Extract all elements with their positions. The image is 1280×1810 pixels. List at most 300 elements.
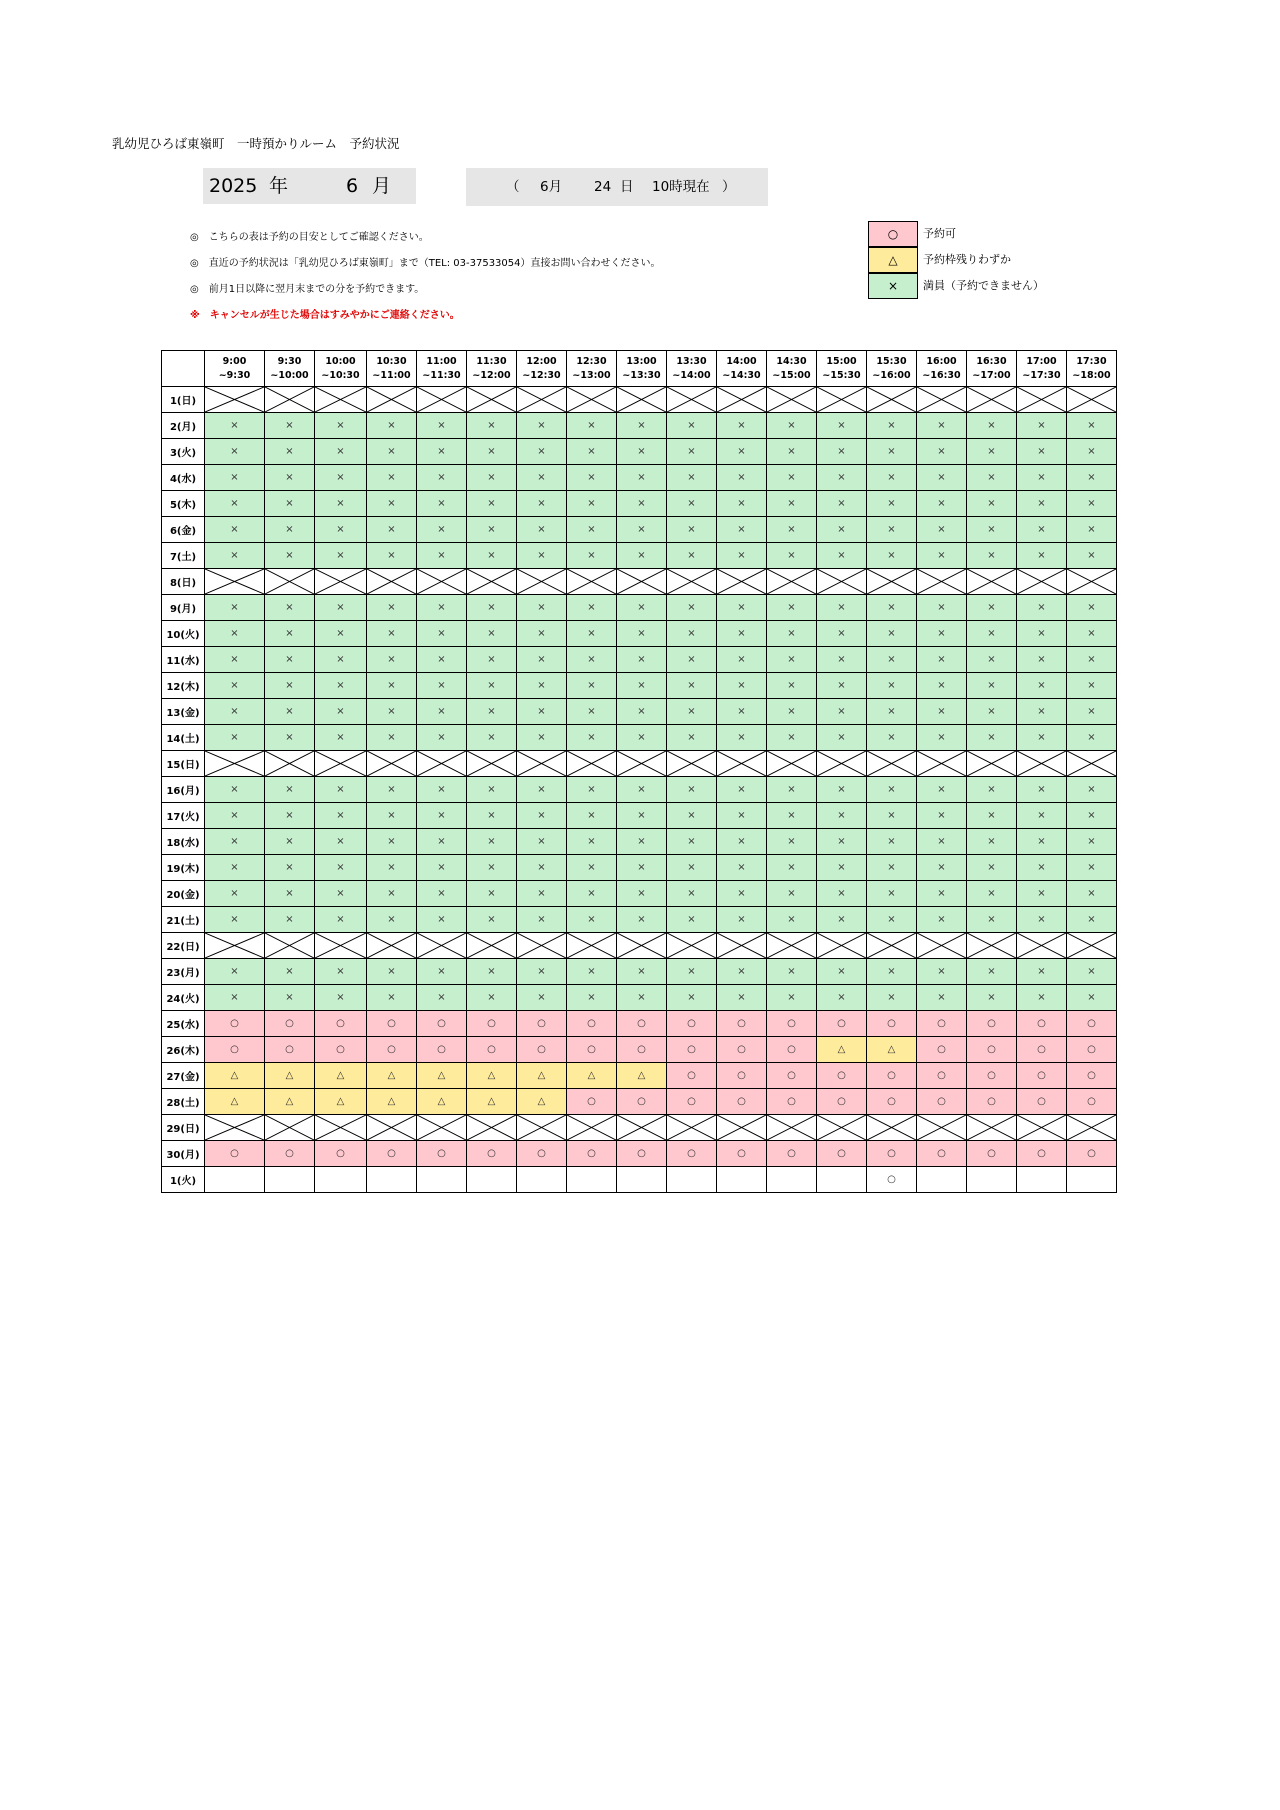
- slot-cell-full: ×: [265, 673, 315, 699]
- slot-cell-available: ○: [1017, 1089, 1067, 1115]
- slot-cell-full: ×: [367, 959, 417, 985]
- slot-cell-full: ×: [467, 647, 517, 673]
- slot-cell-full: ×: [617, 985, 667, 1011]
- slot-header-1: [265, 351, 315, 387]
- slot-start: 17:30: [1076, 355, 1107, 367]
- slot-cell-available: ○: [517, 1037, 567, 1063]
- slot-cell-full: ×: [567, 595, 617, 621]
- closed-cell: [617, 569, 667, 595]
- slot-cell-full: ×: [205, 465, 265, 491]
- slot-cell-available: ○: [265, 1141, 315, 1167]
- slot-cell-full: ×: [967, 543, 1017, 569]
- slot-cell-full: ×: [567, 803, 617, 829]
- slot-cell-full: ×: [817, 439, 867, 465]
- slot-header-17: [1067, 351, 1117, 387]
- slot-end: ~18:00: [1072, 369, 1111, 381]
- slot-end: ~13:00: [572, 369, 611, 381]
- slot-cell-available: ○: [1067, 1063, 1117, 1089]
- slot-start: 16:30: [976, 355, 1007, 367]
- slot-cell-full: ×: [517, 491, 567, 517]
- closed-cross-icon: [517, 569, 566, 594]
- slot-cell-available: ○: [667, 1141, 717, 1167]
- slot-cell-full: ×: [367, 413, 417, 439]
- slot-cell-full: ×: [817, 465, 867, 491]
- slot-cell-full: ×: [1067, 413, 1117, 439]
- as-of-month: 6月: [540, 179, 563, 195]
- day-label: 30(月): [162, 1141, 205, 1167]
- empty-cell: [265, 1167, 315, 1193]
- table-row: [162, 673, 1117, 699]
- slot-cell-full: ×: [817, 543, 867, 569]
- legend-few-left: [868, 247, 1068, 274]
- closed-cell: [315, 569, 367, 595]
- slot-cell-available: ○: [917, 1141, 967, 1167]
- slot-cell-full: ×: [467, 621, 517, 647]
- slot-cell-full: ×: [917, 985, 967, 1011]
- slot-cell-full: ×: [567, 439, 617, 465]
- corner-cell: [162, 351, 205, 387]
- closed-cell: [1017, 751, 1067, 777]
- slot-cell-full: ×: [205, 673, 265, 699]
- slot-cell-full: ×: [1017, 439, 1067, 465]
- year-value: 2025: [209, 175, 258, 197]
- slot-cell-full: ×: [967, 595, 1017, 621]
- slot-cell-full: ×: [717, 855, 767, 881]
- closed-cell: [617, 751, 667, 777]
- slot-cell-available: ○: [767, 1089, 817, 1115]
- slot-cell-few-left: △: [367, 1063, 417, 1089]
- slot-cell-full: ×: [1017, 673, 1067, 699]
- closed-cell: [417, 387, 467, 413]
- slot-cell-full: ×: [1067, 491, 1117, 517]
- slot-cell-full: ×: [767, 881, 817, 907]
- slot-cell-full: ×: [265, 881, 315, 907]
- slot-cell-full: ×: [367, 725, 417, 751]
- slot-cell-full: ×: [567, 543, 617, 569]
- closed-cell: [205, 569, 265, 595]
- slot-cell-full: ×: [205, 829, 265, 855]
- table-row: [162, 569, 1117, 595]
- slot-cell-full: ×: [205, 699, 265, 725]
- legend-full: [868, 273, 1068, 300]
- slot-cell-full: ×: [1067, 881, 1117, 907]
- slot-cell-full: ×: [917, 673, 967, 699]
- closed-cross-icon: [367, 933, 416, 958]
- slot-cell-full: ×: [467, 439, 517, 465]
- slot-cell-full: ×: [767, 647, 817, 673]
- slot-cell-full: ×: [417, 985, 467, 1011]
- slot-cell-full: ×: [367, 803, 417, 829]
- slot-cell-full: ×: [367, 777, 417, 803]
- slot-cell-full: ×: [817, 959, 867, 985]
- closed-cell: [817, 569, 867, 595]
- slot-cell-full: ×: [1017, 465, 1067, 491]
- slot-cell-full: ×: [667, 777, 717, 803]
- slot-cell-available: ○: [917, 1011, 967, 1037]
- slot-cell-full: ×: [265, 543, 315, 569]
- closed-cell: [205, 387, 265, 413]
- slot-cell-full: ×: [205, 595, 265, 621]
- closed-cell: [667, 1115, 717, 1141]
- closed-cross-icon: [417, 387, 466, 412]
- slot-cell-full: ×: [517, 621, 567, 647]
- slot-cell-full: ×: [967, 647, 1017, 673]
- slot-cell-available: ○: [617, 1011, 667, 1037]
- slot-cell-full: ×: [205, 959, 265, 985]
- slot-header-12: [817, 351, 867, 387]
- slot-header-9: [667, 351, 717, 387]
- slot-cell-full: ×: [467, 881, 517, 907]
- slot-cell-few-left: △: [205, 1089, 265, 1115]
- slot-cell-full: ×: [567, 777, 617, 803]
- slot-start: 13:00: [626, 355, 657, 367]
- closed-cell: [567, 569, 617, 595]
- slot-cell-full: ×: [867, 465, 917, 491]
- slot-cell-full: ×: [967, 985, 1017, 1011]
- table-row: [162, 985, 1117, 1011]
- slot-cell-full: ×: [1067, 543, 1117, 569]
- slot-cell-full: ×: [867, 829, 917, 855]
- closed-cell: [867, 387, 917, 413]
- slot-start: 9:30: [277, 355, 302, 367]
- slot-cell-full: ×: [967, 777, 1017, 803]
- closed-cell: [867, 933, 917, 959]
- slot-cell-full: ×: [517, 673, 567, 699]
- slot-cell-full: ×: [517, 907, 567, 933]
- slot-start: 13:30: [676, 355, 707, 367]
- slot-cell-full: ×: [265, 647, 315, 673]
- slot-cell-full: ×: [417, 881, 467, 907]
- empty-cell: [717, 1167, 767, 1193]
- slot-cell-full: ×: [867, 985, 917, 1011]
- closed-cell: [417, 1115, 467, 1141]
- slot-cell-full: ×: [367, 881, 417, 907]
- slot-cell-full: ×: [1067, 855, 1117, 881]
- slot-cell-full: ×: [917, 829, 967, 855]
- slot-cell-full: ×: [517, 959, 567, 985]
- day-label: 19(木): [162, 855, 205, 881]
- closed-cell: [1017, 387, 1067, 413]
- slot-header-5: [467, 351, 517, 387]
- slot-cell-few-left: △: [265, 1063, 315, 1089]
- closed-cross-icon: [315, 933, 366, 958]
- slot-cell-few-left: △: [417, 1089, 467, 1115]
- slot-cell-full: ×: [917, 959, 967, 985]
- closed-cell: [667, 387, 717, 413]
- slot-end: ~12:30: [522, 369, 561, 381]
- slot-cell-full: ×: [367, 907, 417, 933]
- slot-cell-available: ○: [917, 1063, 967, 1089]
- closed-cross-icon: [917, 387, 966, 412]
- slot-cell-full: ×: [265, 777, 315, 803]
- reservation-grid: [161, 350, 1117, 1193]
- slot-cell-full: ×: [517, 595, 567, 621]
- slot-cell-available: ○: [817, 1063, 867, 1089]
- slot-cell-full: ×: [417, 907, 467, 933]
- table-row: [162, 1089, 1117, 1115]
- slot-cell-few-left: △: [315, 1063, 367, 1089]
- day-label: 7(土): [162, 543, 205, 569]
- closed-cell: [967, 1115, 1017, 1141]
- closed-cross-icon: [867, 1115, 916, 1140]
- slot-cell-full: ×: [205, 647, 265, 673]
- closed-cross-icon: [1017, 387, 1066, 412]
- empty-cell: [767, 1167, 817, 1193]
- slot-cell-full: ×: [867, 777, 917, 803]
- slot-cell-full: ×: [1017, 777, 1067, 803]
- slot-start: 10:00: [325, 355, 356, 367]
- slot-cell-full: ×: [417, 959, 467, 985]
- slot-cell-full: ×: [467, 907, 517, 933]
- closed-cell: [817, 933, 867, 959]
- closed-cross-icon: [917, 933, 966, 958]
- slot-cell-full: ×: [917, 439, 967, 465]
- slot-cell-full: ×: [917, 699, 967, 725]
- closed-cross-icon: [417, 1115, 466, 1140]
- closed-cross-icon: [817, 751, 866, 776]
- empty-cell: [517, 1167, 567, 1193]
- empty-cell: [315, 1167, 367, 1193]
- slot-cell-full: ×: [617, 907, 667, 933]
- slot-cell-full: ×: [767, 517, 817, 543]
- slot-cell-full: ×: [667, 517, 717, 543]
- closed-cell: [1017, 933, 1067, 959]
- as-of-day-unit: 日: [620, 179, 634, 195]
- page-title: 乳幼児ひろば東嶺町 一時預かりルーム 予約状況: [112, 136, 400, 151]
- empty-cell: [917, 1167, 967, 1193]
- closed-cross-icon: [667, 933, 716, 958]
- closed-cell: [817, 1115, 867, 1141]
- slot-cell-full: ×: [315, 699, 367, 725]
- closed-cross-icon: [367, 387, 416, 412]
- slot-cell-full: ×: [1067, 959, 1117, 985]
- as-of-open-paren: （: [506, 179, 520, 195]
- table-row: [162, 1141, 1117, 1167]
- slot-cell-available: ○: [867, 1063, 917, 1089]
- closed-cross-icon: [717, 569, 766, 594]
- closed-cross-icon: [867, 933, 916, 958]
- slot-cell-full: ×: [367, 543, 417, 569]
- slot-cell-available: ○: [767, 1037, 817, 1063]
- closed-cross-icon: [417, 569, 466, 594]
- slot-cell-full: ×: [1017, 803, 1067, 829]
- closed-cross-icon: [667, 569, 716, 594]
- slot-cell-available: ○: [917, 1037, 967, 1063]
- slot-cell-full: ×: [467, 855, 517, 881]
- closed-cross-icon: [205, 387, 264, 412]
- slot-cell-full: ×: [967, 465, 1017, 491]
- closed-cell: [667, 933, 717, 959]
- slot-cell-full: ×: [367, 829, 417, 855]
- slot-cell-full: ×: [767, 907, 817, 933]
- closed-cross-icon: [467, 569, 516, 594]
- closed-cell: [567, 751, 617, 777]
- slot-cell-full: ×: [367, 699, 417, 725]
- slot-cell-available: ○: [567, 1037, 617, 1063]
- slot-cell-full: ×: [867, 517, 917, 543]
- slot-cell-full: ×: [667, 699, 717, 725]
- slot-cell-available: ○: [767, 1063, 817, 1089]
- slot-header-0: [205, 351, 265, 387]
- slot-cell-full: ×: [467, 491, 517, 517]
- slot-cell-full: ×: [367, 517, 417, 543]
- table-row: [162, 881, 1117, 907]
- slot-header-10: [717, 351, 767, 387]
- closed-cross-icon: [417, 933, 466, 958]
- slot-header-2: [315, 351, 367, 387]
- closed-cross-icon: [667, 1115, 716, 1140]
- closed-cross-icon: [817, 933, 866, 958]
- slot-cell-full: ×: [315, 517, 367, 543]
- slot-cell-few-left: △: [517, 1089, 567, 1115]
- slot-cell-available: ○: [205, 1141, 265, 1167]
- slot-cell-full: ×: [1017, 647, 1067, 673]
- slot-cell-full: ×: [417, 699, 467, 725]
- slot-cell-full: ×: [867, 855, 917, 881]
- slot-cell-full: ×: [867, 647, 917, 673]
- slot-cell-available: ○: [817, 1141, 867, 1167]
- slot-cell-full: ×: [967, 673, 1017, 699]
- slot-start: 14:30: [776, 355, 807, 367]
- closed-cell: [967, 387, 1017, 413]
- slot-cell-full: ×: [717, 959, 767, 985]
- slot-cell-full: ×: [265, 621, 315, 647]
- slot-cell-full: ×: [205, 855, 265, 881]
- slot-cell-available: ○: [467, 1037, 517, 1063]
- slot-cell-full: ×: [1017, 985, 1067, 1011]
- closed-cell: [517, 751, 567, 777]
- slot-cell-full: ×: [417, 595, 467, 621]
- slot-cell-full: ×: [717, 829, 767, 855]
- slot-cell-few-left: △: [517, 1063, 567, 1089]
- slot-cell-full: ×: [967, 855, 1017, 881]
- closed-cross-icon: [417, 751, 466, 776]
- table-row: [162, 959, 1117, 985]
- slot-cell-available: ○: [1017, 1037, 1067, 1063]
- closed-cell: [417, 569, 467, 595]
- slot-cell-full: ×: [917, 803, 967, 829]
- slot-cell-full: ×: [1067, 907, 1117, 933]
- slot-cell-full: ×: [567, 621, 617, 647]
- slot-cell-full: ×: [1017, 543, 1067, 569]
- closed-cell: [717, 387, 767, 413]
- slot-cell-available: ○: [667, 1037, 717, 1063]
- slot-cell-full: ×: [617, 959, 667, 985]
- day-label: 26(木): [162, 1037, 205, 1063]
- table-row: [162, 647, 1117, 673]
- closed-cell: [867, 751, 917, 777]
- closed-cross-icon: [1067, 569, 1116, 594]
- slot-start: 17:00: [1026, 355, 1057, 367]
- slot-cell-full: ×: [667, 439, 717, 465]
- slot-cell-full: ×: [967, 517, 1017, 543]
- slot-cell-full: ×: [567, 673, 617, 699]
- closed-cell: [567, 933, 617, 959]
- closed-cell: [917, 751, 967, 777]
- day-label: 13(金): [162, 699, 205, 725]
- slot-cell-full: ×: [667, 907, 717, 933]
- closed-cell: [315, 933, 367, 959]
- table-row: [162, 751, 1117, 777]
- closed-cross-icon: [315, 751, 366, 776]
- slot-cell-full: ×: [667, 855, 717, 881]
- slot-cell-available: ○: [417, 1037, 467, 1063]
- empty-cell: [467, 1167, 517, 1193]
- slot-cell-full: ×: [767, 543, 817, 569]
- slot-cell-full: ×: [205, 543, 265, 569]
- grid-body: [162, 387, 1117, 1193]
- slot-cell-full: ×: [917, 777, 967, 803]
- slot-cell-available: ○: [667, 1011, 717, 1037]
- slot-cell-full: ×: [667, 413, 717, 439]
- slot-cell-full: ×: [767, 803, 817, 829]
- slot-cell-available: ○: [867, 1141, 917, 1167]
- closed-cross-icon: [467, 933, 516, 958]
- table-row: [162, 1063, 1117, 1089]
- slot-end: ~15:00: [772, 369, 811, 381]
- slot-cell-full: ×: [467, 543, 517, 569]
- closed-cell: [517, 569, 567, 595]
- slot-cell-full: ×: [567, 465, 617, 491]
- slot-cell-available: ○: [315, 1011, 367, 1037]
- slot-cell-full: ×: [315, 907, 367, 933]
- slot-cell-full: ×: [205, 439, 265, 465]
- closed-cell: [917, 387, 967, 413]
- slot-cell-full: ×: [1017, 907, 1067, 933]
- slot-cell-full: ×: [1067, 673, 1117, 699]
- slot-cell-full: ×: [1017, 413, 1067, 439]
- day-label: 10(火): [162, 621, 205, 647]
- slot-start: 16:00: [926, 355, 957, 367]
- table-row: [162, 933, 1117, 959]
- slot-cell-full: ×: [517, 543, 567, 569]
- closed-cell: [1067, 751, 1117, 777]
- slot-cell-available: ○: [967, 1063, 1017, 1089]
- slot-cell-full: ×: [517, 517, 567, 543]
- closed-cell: [367, 933, 417, 959]
- slot-cell-full: ×: [517, 647, 567, 673]
- slot-cell-full: ×: [767, 465, 817, 491]
- slot-cell-full: ×: [767, 985, 817, 1011]
- slot-cell-full: ×: [417, 855, 467, 881]
- day-label: 4(水): [162, 465, 205, 491]
- slot-cell-full: ×: [817, 985, 867, 1011]
- closed-cell: [617, 1115, 667, 1141]
- closed-cell: [767, 933, 817, 959]
- slot-cell-full: ×: [717, 465, 767, 491]
- closed-cross-icon: [467, 751, 516, 776]
- slot-cell-full: ×: [867, 959, 917, 985]
- closed-cross-icon: [567, 933, 616, 958]
- slot-end: ~16:00: [872, 369, 911, 381]
- slot-cell-full: ×: [717, 621, 767, 647]
- slot-cell-full: ×: [617, 855, 667, 881]
- slot-cell-few-left: △: [417, 1063, 467, 1089]
- slot-cell-full: ×: [717, 699, 767, 725]
- closed-cross-icon: [1017, 933, 1066, 958]
- table-row: [162, 543, 1117, 569]
- closed-cell: [315, 387, 367, 413]
- slot-cell-full: ×: [917, 413, 967, 439]
- slot-cell-full: ×: [1017, 855, 1067, 881]
- slot-cell-full: ×: [617, 517, 667, 543]
- slot-cell-full: ×: [867, 543, 917, 569]
- slot-cell-full: ×: [817, 647, 867, 673]
- closed-cross-icon: [817, 387, 866, 412]
- slot-cell-full: ×: [967, 413, 1017, 439]
- month-value: 6: [346, 175, 359, 197]
- slot-end: ~11:00: [372, 369, 411, 381]
